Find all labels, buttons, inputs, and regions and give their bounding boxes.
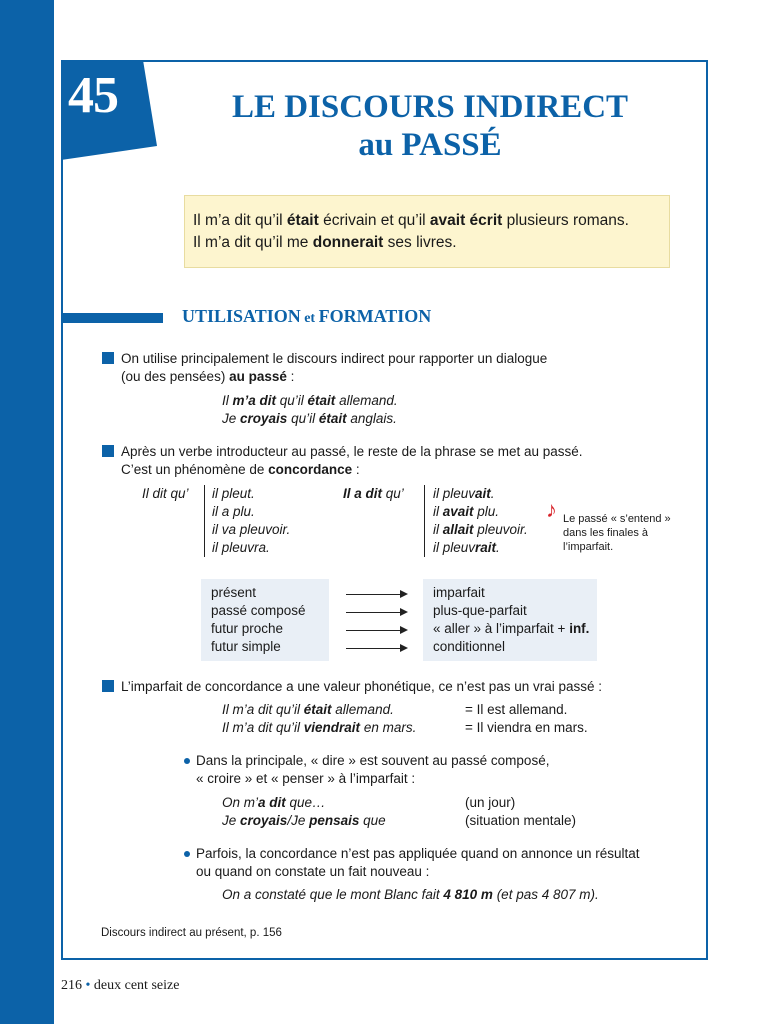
arrow-right-icon [346, 594, 406, 595]
square-bullet-icon [102, 352, 114, 364]
square-bullet-icon [102, 680, 114, 692]
p1-text: On utilise principalement le discours indirect pour rapporter un dialogue (ou des pensées) au passé : [121, 351, 548, 384]
page-title [170, 88, 690, 164]
concordance-left-intro: Il dit qu’ [142, 486, 189, 501]
concordance-right-list: il pleuvait. il avait plu. il allait pleuvoir. il pleuvrait. [433, 486, 528, 555]
arrow-right-icon [346, 612, 406, 613]
arrow-right-icon [346, 630, 406, 631]
bullet1-examples: On m’a dit que… Je croyais/Je pensais que [222, 795, 386, 828]
bullet2-example: On a constaté que le mont Blanc fait 4 810 m (et pas 4 807 m). [222, 887, 599, 902]
title-line-1: LE DISCOURS INDIRECT [231, 89, 629, 125]
tense-left-list: présent passé composé futur proche futur simple [211, 585, 306, 654]
p2-text: Après un verbe introducteur au passé, le reste de la phrase se met au passé. C’est un phénomène de concordance : [121, 444, 583, 477]
bullet1-text: Dans la principale, « dire » est souvent au passé composé, « croire » et « penser » à l’imparfait : [196, 753, 550, 786]
bullet-dot-icon [184, 758, 190, 764]
square-bullet-icon [102, 445, 114, 457]
arrow-right-icon [346, 648, 406, 649]
left-color-band [0, 0, 54, 1024]
section-bar [61, 313, 163, 323]
chapter-number: 45 [68, 67, 118, 124]
section-title: UTILISATION et FORMATION [182, 306, 432, 326]
phonetic-note: Le passé « s’entend » dans les finales à l’imparfait. [563, 513, 671, 553]
example-line-2: Il m’a dit qu’il me donnerait ses livres. [193, 234, 457, 251]
music-note-icon: ♪ [546, 497, 557, 522]
example-box [184, 195, 670, 268]
p3-equivalents: = Il est allemand. = Il viendra en mars. [465, 702, 588, 735]
bullet2-text: Parfois, la concordance n’est pas appliquée quand on annonce un résultat ou quand on constate un fait nouveau : [196, 846, 640, 879]
example-line-1: Il m’a dit qu’il était écrivain et qu’il avait écrit plusieurs romans. [193, 212, 629, 229]
tense-right-list: imparfait plus-que-parfait « aller » à l’imparfait + inf. conditionnel [433, 585, 590, 654]
bullet1-notes: (un jour) (situation mentale) [465, 795, 577, 828]
p3-examples: Il m’a dit qu’il était allemand. Il m’a dit qu’il viendrait en mars. [222, 702, 417, 735]
p1-examples: Il m’a dit qu’il était allemand. Je croyais qu’il était anglais. [222, 393, 398, 426]
bullet-dot-icon [184, 851, 190, 857]
concordance-left-list: il pleut. il a plu. il va pleuvoir. il pleuvra. [212, 486, 291, 555]
cross-reference-link[interactable]: Discours indirect au présent, p. 156 [101, 927, 282, 939]
divider-line [204, 485, 205, 557]
page-number: 216 • deux cent seize [61, 978, 180, 993]
divider-line [424, 485, 425, 557]
title-line-2: au PASSÉ [358, 127, 502, 163]
p3-text: L’imparfait de concordance a une valeur phonétique, ce n’est pas un vrai passé : [121, 679, 603, 694]
concordance-right-intro: Il a dit qu’ [343, 486, 404, 501]
